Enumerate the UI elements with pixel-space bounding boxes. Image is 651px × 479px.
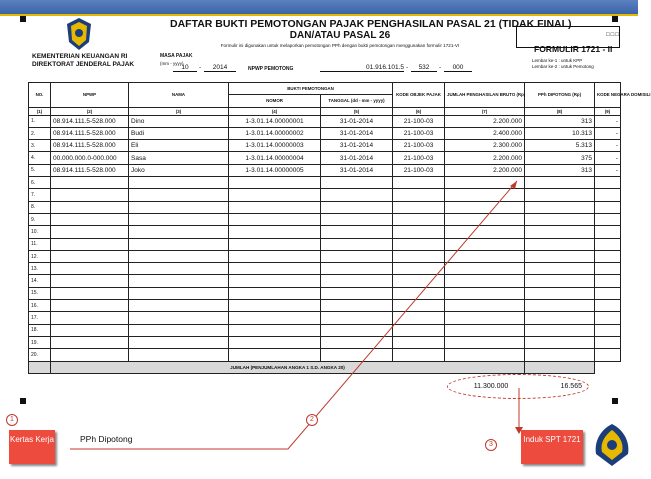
pph-cell[interactable]: 313	[525, 115, 595, 127]
separator: -	[439, 64, 442, 71]
lembar-note-2: Lembar ke-2 : untuk Pemotong	[532, 64, 594, 69]
separator: -	[406, 64, 409, 71]
nama-cell[interactable]: Joko	[129, 164, 229, 176]
form-title-line2: DAN/ATAU PASAL 26	[289, 30, 391, 41]
col-header-tanggal: TANGGAL (dd - mm - yyyy)	[321, 95, 393, 107]
kode-objek-cell[interactable]: 21-100-03	[393, 140, 445, 152]
pph-cell[interactable]: 10.313	[525, 127, 595, 139]
row-number: 9.	[29, 213, 51, 225]
col-number: (4)	[229, 107, 321, 115]
jumlah-bruto-total: 11.300.000	[473, 383, 509, 390]
row-number: 2.	[29, 127, 51, 139]
row-number: 20.	[29, 349, 51, 361]
col-number: (9)	[595, 107, 621, 115]
tanggal-cell[interactable]: 31-01-2014	[321, 164, 393, 176]
org-directorate: DIREKTORAT JENDERAL PAJAK	[32, 61, 135, 68]
lembar-note-1: Lembar ke-1 : untuk KPP	[532, 58, 583, 63]
kode-objek-cell[interactable]: 21-100-03	[393, 152, 445, 164]
tanggal-cell[interactable]: 31-01-2014	[321, 127, 393, 139]
form-title: DAFTAR BUKTI PEMOTONGAN PAJAK PENGHASILAN PASAL 21 (TIDAK FINAL)	[170, 18, 572, 30]
row-number: 6.	[29, 177, 51, 189]
col-header-nama: NAMA	[129, 83, 229, 108]
kode-objek-cell[interactable]: 21-100-03	[393, 115, 445, 127]
col-number: (2)	[51, 107, 129, 115]
masa-pajak-format: (mm - yyyy)	[160, 61, 184, 66]
pph-cell[interactable]: 375	[525, 152, 595, 164]
nomor-cell[interactable]: 1-3.01.14.00000002	[229, 127, 321, 139]
nomor-cell[interactable]: 1-3.01.14.00000004	[229, 152, 321, 164]
col-number: (7)	[445, 107, 525, 115]
row-number: 14.	[29, 275, 51, 287]
jumlah-label: JUMLAH (PENJUMLAHAN ANGKA 1 S.D. ANGKA 20)	[51, 361, 525, 373]
row-number: 13.	[29, 263, 51, 275]
form-code: FORMULIR 1721 - II	[534, 44, 613, 54]
row-number: 11.	[29, 238, 51, 250]
row-number: 1.	[29, 115, 51, 127]
nama-cell[interactable]: Dino	[129, 115, 229, 127]
npwp-cell[interactable]: 08.914.111.5-528.000	[51, 115, 129, 127]
row-number: 15.	[29, 287, 51, 299]
bruto-cell[interactable]: 2.200.000	[445, 152, 525, 164]
kode-negara-cell[interactable]: -	[595, 140, 621, 152]
npwp-cell[interactable]: 08.914.111.5-528.000	[51, 164, 129, 176]
tanggal-cell[interactable]: 31-01-2014	[321, 140, 393, 152]
kode-negara-cell[interactable]: -	[595, 164, 621, 176]
npwp-main-field[interactable]: 01.916.101.5	[320, 64, 404, 72]
masa-pajak-label: MASA PAJAK	[160, 53, 193, 59]
row-number: 16.	[29, 300, 51, 312]
pph-cell[interactable]: 5.313	[525, 140, 595, 152]
npwp-cell[interactable]: 08.914.111.5-528.000	[51, 140, 129, 152]
form-subtitle: Formulir ini digunakan untuk melaporkan pemotongan PPh dengan bukti pemotongan menggunakan formulir 1721-VI	[220, 43, 460, 48]
kode-negara-cell[interactable]: -	[595, 127, 621, 139]
row-number: 4.	[29, 152, 51, 164]
col-number: (6)	[393, 107, 445, 115]
masa-month-field[interactable]: 10	[173, 64, 197, 72]
kode-negara-cell[interactable]: -	[595, 152, 621, 164]
step-marker-2: 2	[306, 414, 318, 426]
col-header-nomor: NOMOR	[229, 95, 321, 107]
bruto-cell[interactable]: 2.400.000	[445, 127, 525, 139]
nomor-cell[interactable]: 1-3.01.14.00000001	[229, 115, 321, 127]
jumlah-pph-total: 16.565	[560, 383, 582, 390]
pph-cell[interactable]: 313	[525, 164, 595, 176]
npwp-cabang-field[interactable]: 000	[444, 64, 472, 72]
bruto-cell[interactable]: 2.300.000	[445, 140, 525, 152]
tanggal-cell[interactable]: 31-01-2014	[321, 152, 393, 164]
col-header-no: NO.	[29, 83, 51, 108]
ministry-emblem-icon	[590, 420, 634, 470]
bruto-cell[interactable]: 2.200.000	[445, 164, 525, 176]
col-header-kode-negara: KODE NEGARA DOMISILI	[595, 83, 621, 108]
col-header-npwp: NPWP	[51, 83, 129, 108]
col-number: (5)	[321, 107, 393, 115]
row-number: 8.	[29, 201, 51, 213]
row-number: 3.	[29, 140, 51, 152]
pph-dipotong-label: PPh Dipotong	[80, 434, 133, 444]
step-marker-3: 3	[485, 439, 497, 451]
kode-negara-cell[interactable]: -	[595, 115, 621, 127]
form-check-boxes: □□□	[606, 32, 620, 38]
induk-spt-box: Induk SPT 1721	[521, 430, 583, 464]
row-number: 7.	[29, 189, 51, 201]
tanggal-cell[interactable]: 31-01-2014	[321, 115, 393, 127]
row-number: 18.	[29, 324, 51, 336]
row-number: 12.	[29, 250, 51, 262]
col-header-bukti: BUKTI PEMOTONGAN	[229, 83, 393, 95]
row-number: 10.	[29, 226, 51, 238]
npwp-kpp-field[interactable]: 532	[411, 64, 437, 72]
kode-objek-cell[interactable]: 21-100-03	[393, 164, 445, 176]
org-ministry: KEMENTERIAN KEUANGAN RI	[32, 53, 128, 60]
npwp-cell[interactable]: 00.000.000.0-000.000	[51, 152, 129, 164]
npwp-cell[interactable]: 08.914.111.5-528.000	[51, 127, 129, 139]
col-header-kode-objek: KODE OBJEK PAJAK	[393, 83, 445, 108]
nama-cell[interactable]: Eli	[129, 140, 229, 152]
row-number: 5.	[29, 164, 51, 176]
col-number: (3)	[129, 107, 229, 115]
masa-year-field[interactable]: 2014	[204, 64, 236, 72]
nomor-cell[interactable]: 1-3.01.14.00000003	[229, 140, 321, 152]
kode-objek-cell[interactable]: 21-100-03	[393, 127, 445, 139]
step-marker-1: 1	[6, 414, 18, 426]
bruto-cell[interactable]: 2.200.000	[445, 115, 525, 127]
nama-cell[interactable]: Sasa	[129, 152, 229, 164]
nama-cell[interactable]: Budi	[129, 127, 229, 139]
npwp-pemotong-label: NPWP PEMOTONG	[248, 66, 294, 72]
col-header-jumlah-bruto: JUMLAH PENGHASILAN BRUTO (Rp)	[445, 83, 525, 108]
row-number: 19.	[29, 336, 51, 348]
separator: -	[199, 64, 202, 71]
nomor-cell[interactable]: 1-3.01.14.00000005	[229, 164, 321, 176]
col-number: (1)	[29, 107, 51, 115]
col-number: (8)	[525, 107, 595, 115]
row-number: 17.	[29, 312, 51, 324]
col-header-pph: PPh DIPOTONG (Rp)	[525, 83, 595, 108]
kertas-kerja-box: Kertas Kerja	[9, 430, 55, 464]
